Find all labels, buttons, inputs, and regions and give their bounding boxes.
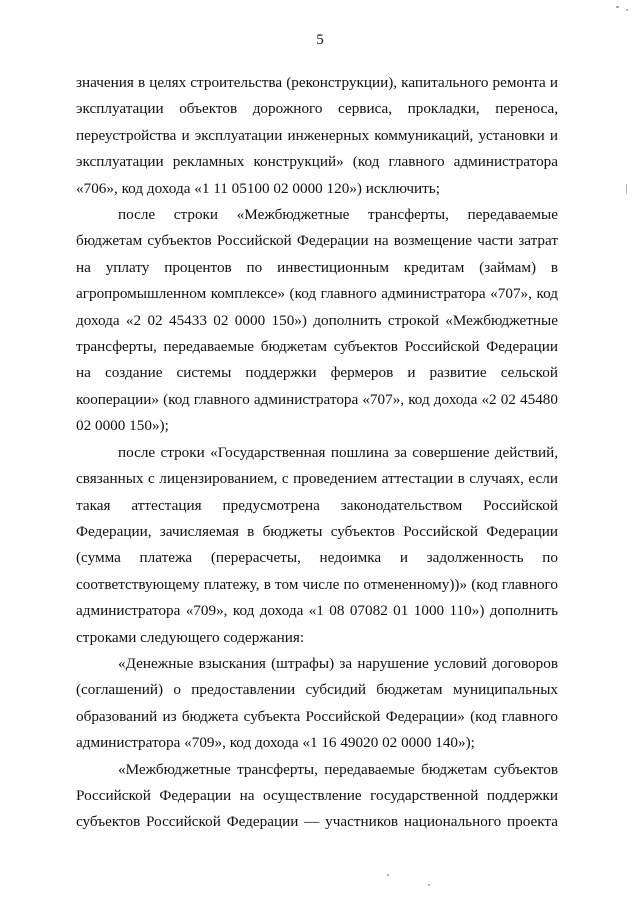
paragraph-continuation: значения в целях строительства (реконструкции), капитального ремонта и эксплуатации объектов дорожного сервиса, прокладки, переноса, переустройства и эксплуатации инженерных коммуникаций, установки и эксплуатации рекламных конструкций» (код главного администратора «706», код дохода «1 11 05100 02 0000 120») исключить; <box>76 74 558 197</box>
paragraph-intergovernmental-transfers: «Межбюджетные трансферты, передаваемые бюджетам субъектов Российской Федерации на осуществление государственной поддержки субъектов Российской Федерации — участников национального проекта <box>76 760 558 831</box>
paragraph-monetary-penalties: «Денежные взыскания (штрафы) за нарушение условий договоров (соглашений) о предоставлении субсидий бюджетам муниципальных образований из бюджета субъекта Российской Федерации» (код главного администратора «709», код дохода «1 16 49020 02 0000 140»); <box>76 654 558 752</box>
scan-speck <box>616 6 619 8</box>
paragraph-insert-after-state-duty: после строки «Государственная пошлина за совершение действий, связанных с лицензированием, с проведением аттестации в случаях, если такая аттестация предусмотрена законодательством Российской Федерации, зачисляемая в бюджеты субъектов Российской Федерации (сумма платежа (перерасчеты, недоимка и задолженность по соответствующему платежу, в том числе по отмененному))» (код главного администратора «709», код дохода «1 08 07082 01 1000 110») дополнить строками следующего содержания: <box>76 443 558 646</box>
page-number: 5 <box>316 32 324 48</box>
scan-speck <box>626 9 628 11</box>
document-body <box>76 70 558 836</box>
paragraph-insert-farmer-support: после строки «Межбюджетные трансферты, передаваемые бюджетам субъектов Российской Федерации на возмещение части затрат на уплату процентов по инвестиционным кредитам (займам) в агропромышленном комплексе» (код главного администратора «707», код дохода «2 02 45433 02 0000 150») дополнить строкой «Межбюджетные трансферты, передаваемые бюджетам субъектов Российской Федерации на создание системы поддержки фермеров и развитие сельской кооперации» (код главного администратора «707», код дохода «2 02 45480 02 0000 150»); <box>76 206 558 435</box>
scan-edge-mark <box>626 184 627 194</box>
scan-speck <box>387 874 389 876</box>
scan-speck <box>428 884 430 886</box>
